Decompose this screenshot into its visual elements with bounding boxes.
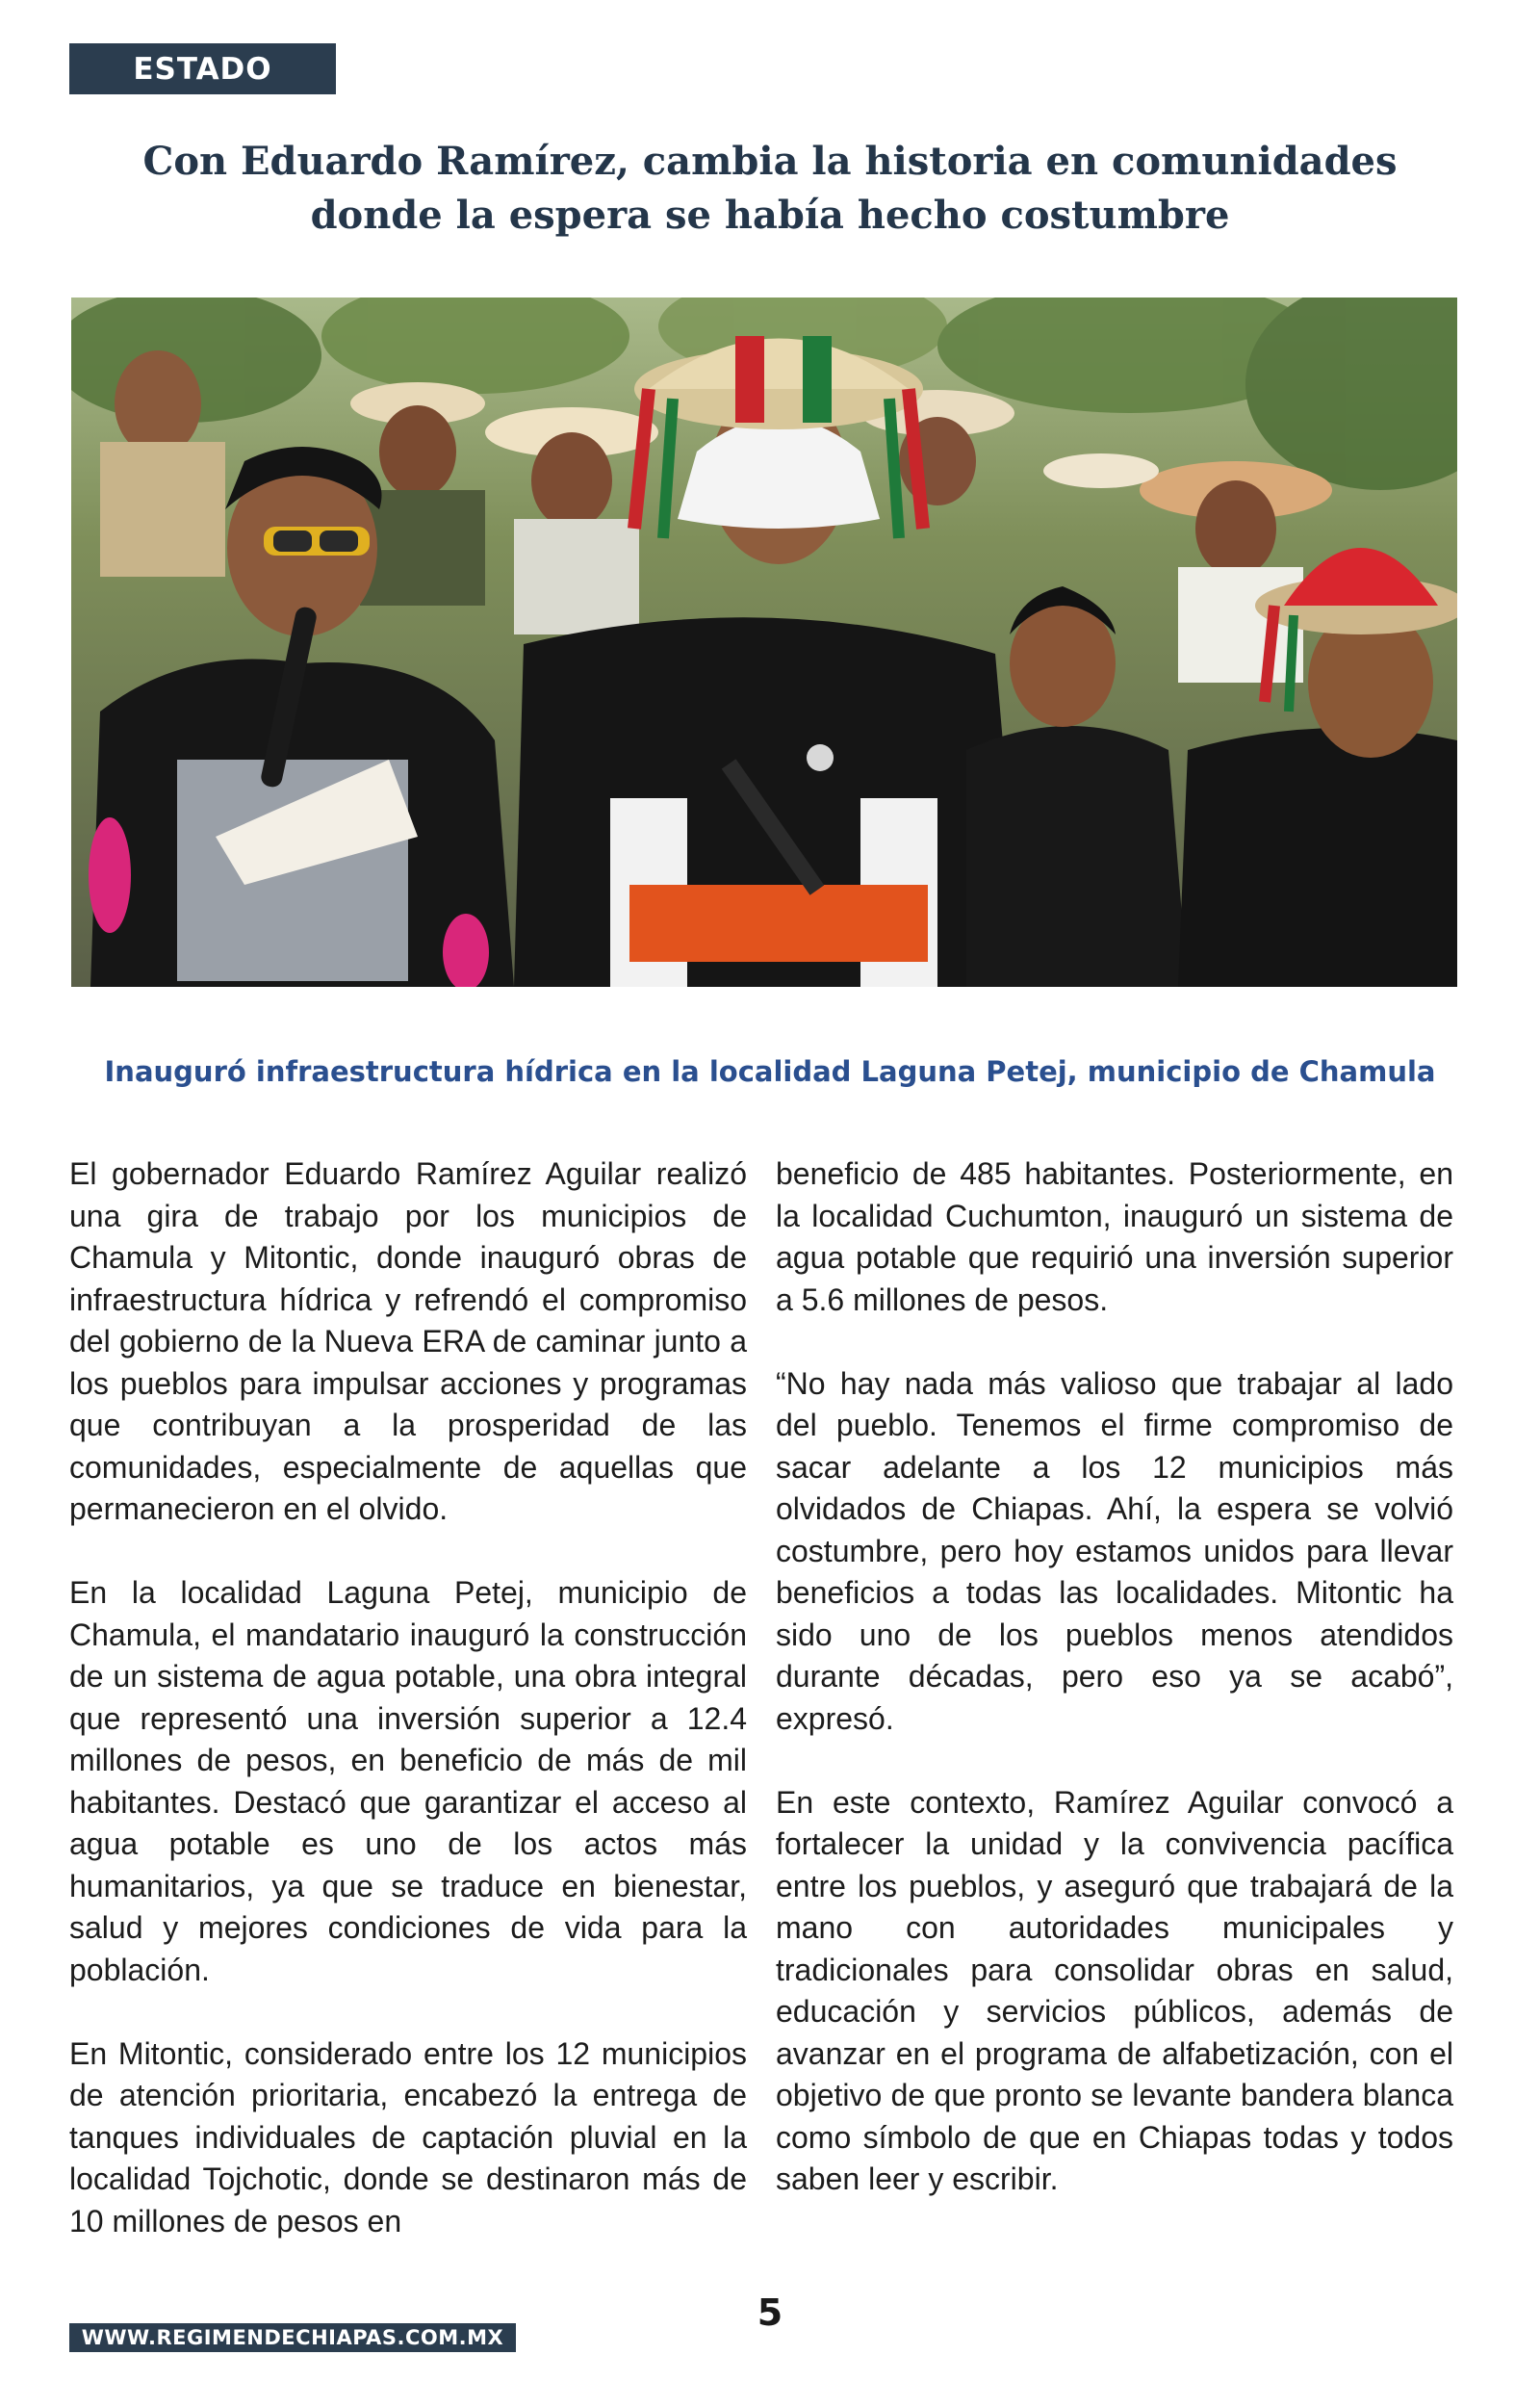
headline [87, 135, 1453, 243]
paragraph: En este contexto, Ramírez Aguilar convocó a fortalecer la unidad y la convivencia pacífica entre los pueblos, y aseguró que trabajará de la mano con autoridades municipales y tradicionales para consolidar obras en salud, educación y servicios públicos, además de avanzar en el programa de alfabetización, con el objetivo de que pronto se levante bandera blanca como símbolo de que en Chiapas todas y todos saben leer y escribir. [776, 1784, 1453, 2196]
lead-photo-illustration [71, 298, 1457, 987]
section-tag [69, 43, 336, 94]
body-column-right [776, 1153, 1453, 2201]
headline-line-1: Con Eduardo Ramírez, cambia la historia en comunidades [142, 139, 1398, 184]
paragraph: En Mitontic, considerado entre los 12 municipios de atención prioritaria, encabezó la entrega de tanques individuales de captación pluvial en la localidad Tojchotic, donde se destinaron más de 10 millones de pesos en [69, 2035, 747, 2239]
footer-website-link[interactable] [69, 2323, 516, 2352]
headline-line-2: donde la espera se había hecho costumbre [310, 193, 1230, 238]
body-column-left [69, 1153, 747, 2242]
footer-website-label: WWW.REGIMENDECHIAPAS.COM.MX [81, 2326, 504, 2349]
paragraph: En la localidad Laguna Petej, municipio de Chamula, el mandatario inauguró la construcción de un sistema de agua potable, una obra integral que representó una inversión superior a 12.4 millones de pesos, en beneficio de más de mil habitantes. Destacó que garantizar el acceso al agua potable es uno de los actos más humanitarios, ya que se traduce en bienestar, salud y mejores condiciones de vida para la población. [69, 1575, 747, 1987]
lead-photo [71, 298, 1457, 987]
section-tag-label: ESTADO [133, 51, 272, 87]
paragraph-quote: “No hay nada más valioso que trabajar al lado del pueblo. Tenemos el firme compromiso de sacar adelante a los 12 municipios más olvidados de Chiapas. Ahí, la espera se volvió costumbre, pero hoy estamos unidos para llevar beneficios a todas las localidades. Mitontic ha sido uno de los pueblos menos atendidos durante décadas, pero eso ya se acabó”, expresó. [776, 1365, 1453, 1736]
paragraph: beneficio de 485 habitantes. Posteriormente, en la localidad Cuchumton, inauguró un sistema de agua potable que requirió una inversión superior a 5.6 millones de pesos. [776, 1156, 1453, 1317]
paragraph: El gobernador Eduardo Ramírez Aguilar realizó una gira de trabajo por los municipios de Chamula y Mitontic, donde inauguró obras de infraestructura hídrica y refrendó el compromiso del gobierno de la Nueva ERA de caminar junto a los pueblos para impulsar acciones y programas que contribuyan a la prosperidad de las comunidades, especialmente de aquellas que permanecieron en el olvido. [69, 1156, 747, 1526]
page-number: 5 [757, 2291, 783, 2334]
photo-subtitle: Inauguró infraestructura hídrica en la localidad Laguna Petej, municipio de Chamula [104, 1055, 1436, 1088]
